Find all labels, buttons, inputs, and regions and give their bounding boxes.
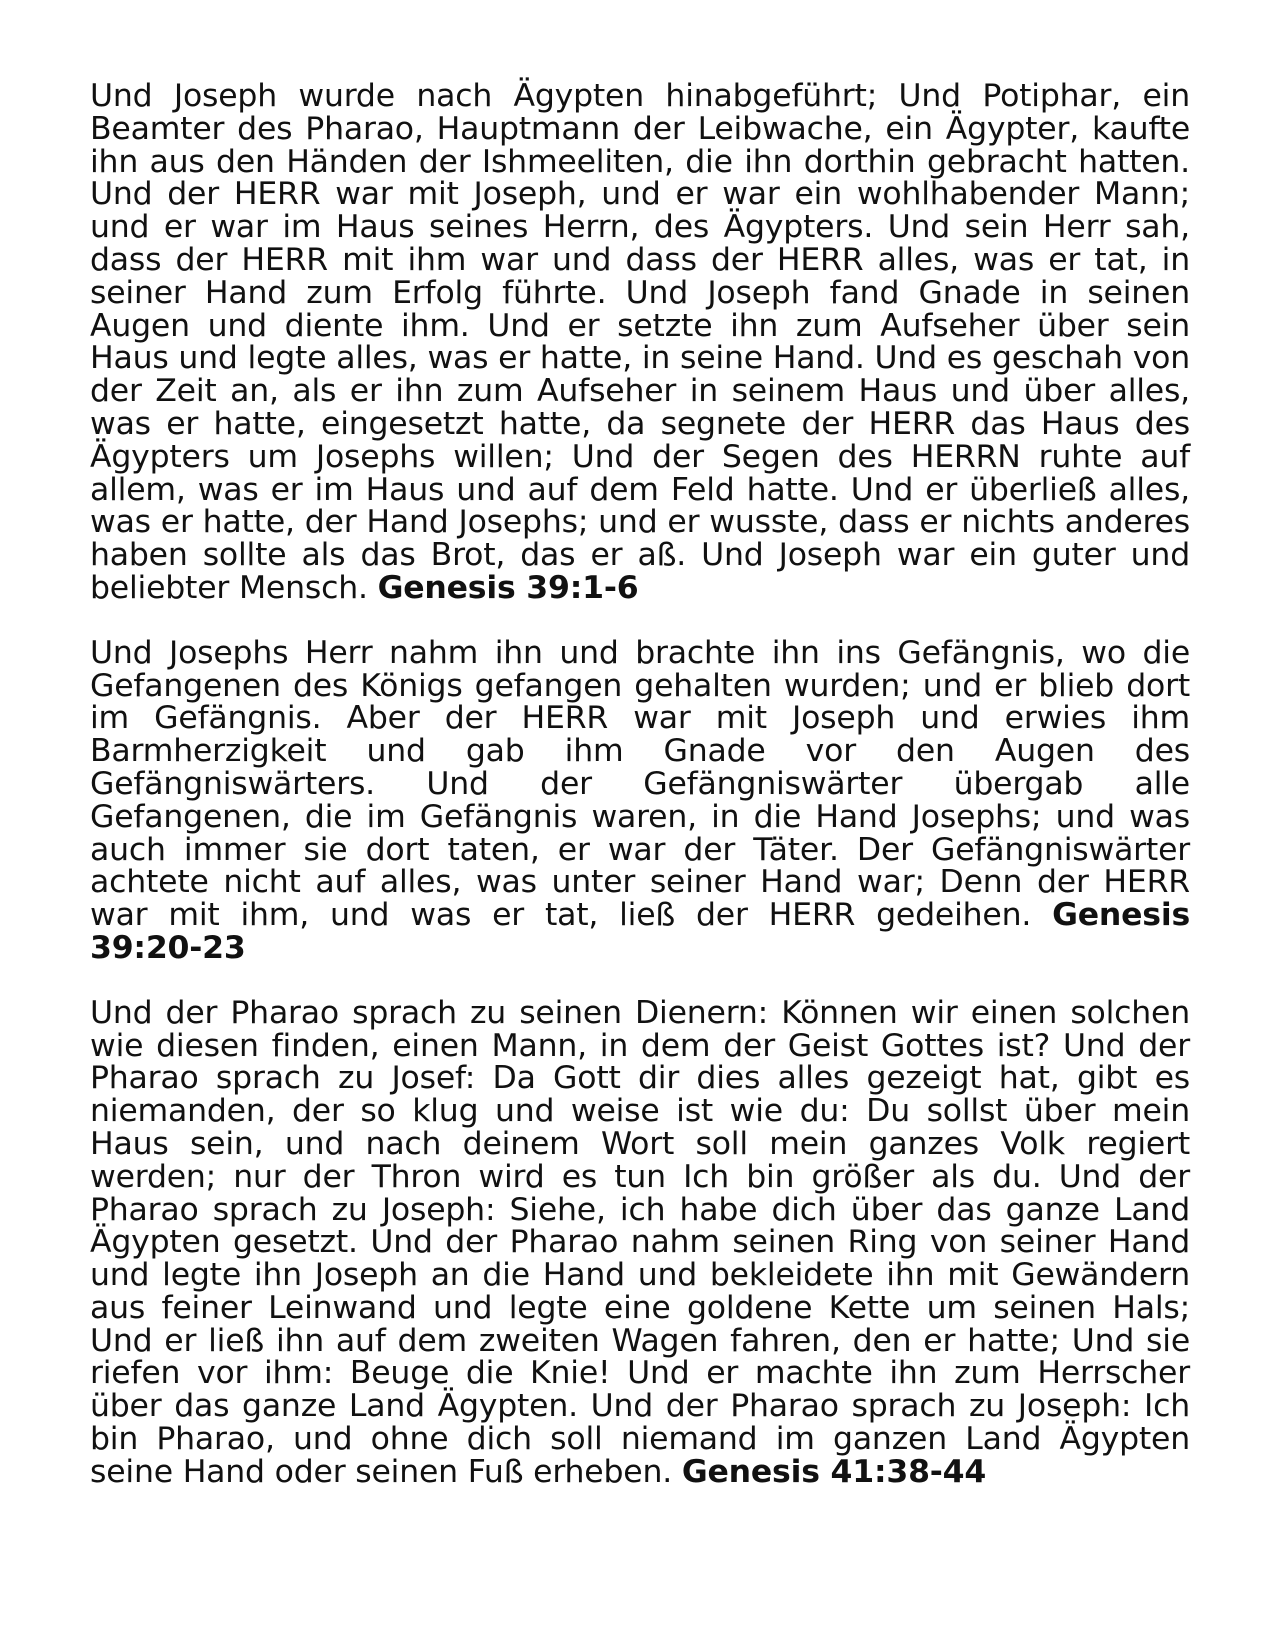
passage-text: Und Joseph wurde nach Ägypten hinabgeführt; Und Potiphar, ein Beamter des Pharao, Hauptmann der Leibwache, ein Ägypter, kaufte ihn aus den Händen der Ishmeeliten, die ihn dorthin gebracht hatten. Und der HERR war mit Joseph, und er war ein wohlhabender Mann; und er war im Haus seines Herrn, des Ägypters. Und sein Herr sah, dass der HERR mit ihm war und dass der HERR alles, was er tat, in seiner Hand zum Erfolg führte. Und Joseph fand Gnade in seinen Augen und diente ihm. Und er setzte ihn zum Aufseher über sein Haus und legte alles, was er hatte, in seine Hand. Und es geschah von der Zeit an, als er ihn zum Aufseher in seinem Haus und über alles, was er hatte, eingesetzt hatte, da segnete der HERR das Haus des Ägypters um Josephs willen; Und der Segen des HERRN ruhte auf allem, was er im Haus und auf dem Feld hatte. Und er überließ alles, was er hatte, der Hand Josephs; und er wusste, dass er nichts anderes haben sollte als das Brot, das er aß. Und Joseph war ein guter und beliebter Mensch. xyxy=(90,78,1190,606)
passage-text: Und Josephs Herr nahm ihn und brachte ihn ins Gefängnis, wo die Gefangenen des Königs gefangen gehalten wurden; und er blieb dort im Gefängnis. Aber der HERR war mit Joseph und erwies ihm Barmherzigkeit und gab ihm Gnade vor den Augen des Gefängniswärters. Und der Gefängniswärter übergab alle Gefangenen, die im Gefängnis waren, in die Hand Josephs; und was auch immer sie dort taten, er war der Täter. Der Gefängniswärter achtete nicht auf alles, was unter seiner Hand war; Denn der HERR war mit ihm, und was er tat, ließ der HERR gedeihen. xyxy=(90,634,1190,934)
passage-genesis-41-38-44 xyxy=(90,994,1190,1490)
passage-genesis-39-20-23 xyxy=(90,634,1190,966)
passage-genesis-39-1-6 xyxy=(90,80,1190,605)
passage-text: Und der Pharao sprach zu seinen Dienern: Können wir einen solchen wie diesen finden, einen Mann, in dem der Geist Gottes ist? Und der Pharao sprach zu Josef: Da Gott dir dies alles gezeigt hat, gibt es niemanden, der so klug und weise ist wie du: Du sollst über mein Haus sein, und nach deinem Wort soll mein ganzes Volk regiert werden; nur der Thron wird es tun Ich bin größer als du. Und der Pharao sprach zu Joseph: Siehe, ich habe dich über das ganze Land Ägypten gesetzt. Und der Pharao nahm seinen Ring von seiner Hand und legte ihn Joseph an die Hand und bekleidete ihn mit Gewändern aus feiner Leinwand und legte eine goldene Kette um seinen Hals; Und er ließ ihn auf dem zweiten Wagen fahren, den er hatte; Und sie riefen vor ihm: Beuge die Knie! Und er machte ihn zum Herrscher über das ganze Land Ägypten. Und der Pharao sprach zu Joseph: Ich bin Pharao, und ohne dich soll niemand im ganzen Land Ägypten seine Hand oder seinen Fuß erheben. xyxy=(90,994,1190,1490)
passage-reference: Genesis 39:20-23 xyxy=(90,897,1190,966)
document-page xyxy=(90,80,1190,1489)
passage-reference: Genesis 41:38-44 xyxy=(681,1453,987,1490)
passage-reference: Genesis 39:1-6 xyxy=(377,569,639,606)
